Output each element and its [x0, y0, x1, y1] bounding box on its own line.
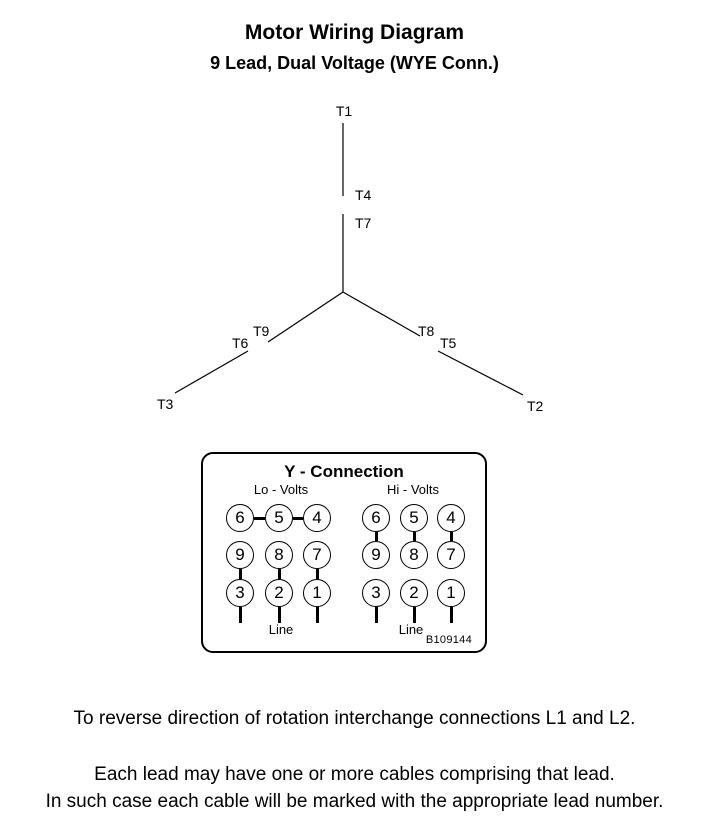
cable-note-line2: In such case each cable will be marked with the appropriate lead number.: [45, 791, 664, 812]
line-stub-hi-2: [413, 607, 416, 623]
terminal-hi-7: 7: [437, 541, 465, 569]
line-stub-lo-1: [316, 607, 319, 623]
terminal-hi-6: 6: [362, 504, 390, 532]
terminal-lo-9: 9: [226, 541, 254, 569]
terminal-lo-2: 2: [265, 579, 293, 607]
jumper-hi-6-9: [375, 532, 378, 541]
lo-volts-label: Lo - Volts: [253, 482, 309, 497]
y-connection-box: [201, 452, 487, 653]
jumper-hi-4-7: [450, 532, 453, 541]
line-stub-hi-3: [375, 607, 378, 623]
wye-label-t6: T6: [232, 335, 249, 351]
lo-line-label: Line: [268, 622, 294, 637]
wye-label-t8: T8: [418, 323, 435, 339]
wye-label-t9: T9: [253, 323, 270, 339]
wye-label-t2: T2: [527, 398, 544, 414]
terminal-lo-8: 8: [265, 541, 293, 569]
terminal-lo-6: 6: [226, 504, 254, 532]
wye-line-center-t9: [268, 292, 343, 342]
connection-box-title: Y - Connection: [284, 462, 404, 481]
jumper-lo-6-5: [254, 517, 265, 520]
wye-label-t4: T4: [355, 187, 372, 203]
page-subtitle: 9 Lead, Dual Voltage (WYE Conn.): [210, 53, 499, 73]
terminal-hi-5: 5: [400, 504, 428, 532]
page-title: Motor Wiring Diagram: [244, 21, 465, 44]
wye-label-t1: T1: [335, 103, 353, 119]
terminal-hi-2: 2: [400, 579, 428, 607]
terminal-hi-3: 3: [362, 579, 390, 607]
jumper-lo-5-4: [293, 517, 303, 520]
wye-label-t5: T5: [440, 335, 457, 351]
terminal-lo-1: 1: [303, 579, 331, 607]
terminal-hi-8: 8: [400, 541, 428, 569]
wye-label-t3: T3: [157, 396, 174, 412]
cable-note: [0, 761, 709, 815]
terminal-hi-4: 4: [437, 504, 465, 532]
line-stub-lo-2: [278, 607, 281, 623]
wye-line-center-t8: [343, 292, 420, 336]
terminal-lo-5: 5: [265, 504, 293, 532]
jumper-lo-9-3: [239, 569, 242, 579]
jumper-lo-7-1: [316, 569, 319, 579]
terminal-hi-1: 1: [437, 579, 465, 607]
cable-note-line1: Each lead may have one or more cables comprising that lead.: [94, 764, 615, 785]
wye-line-t6-t3: [175, 351, 248, 393]
wye-label-t7: T7: [355, 215, 372, 231]
terminal-lo-4: 4: [303, 504, 331, 532]
line-stub-hi-1: [450, 607, 453, 623]
drawing-code: B109144: [425, 634, 472, 646]
terminal-lo-7: 7: [303, 541, 331, 569]
line-stub-lo-3: [239, 607, 242, 623]
hi-line-label: Line: [398, 622, 424, 637]
terminal-hi-9: 9: [362, 541, 390, 569]
hi-volts-label: Hi - Volts: [386, 482, 440, 497]
jumper-lo-8-2: [278, 569, 281, 579]
terminal-lo-3: 3: [226, 579, 254, 607]
rotation-note: To reverse direction of rotation interchange connections L1 and L2.: [73, 708, 636, 729]
wye-line-t5-t2: [438, 351, 523, 395]
jumper-hi-5-8: [413, 532, 416, 541]
